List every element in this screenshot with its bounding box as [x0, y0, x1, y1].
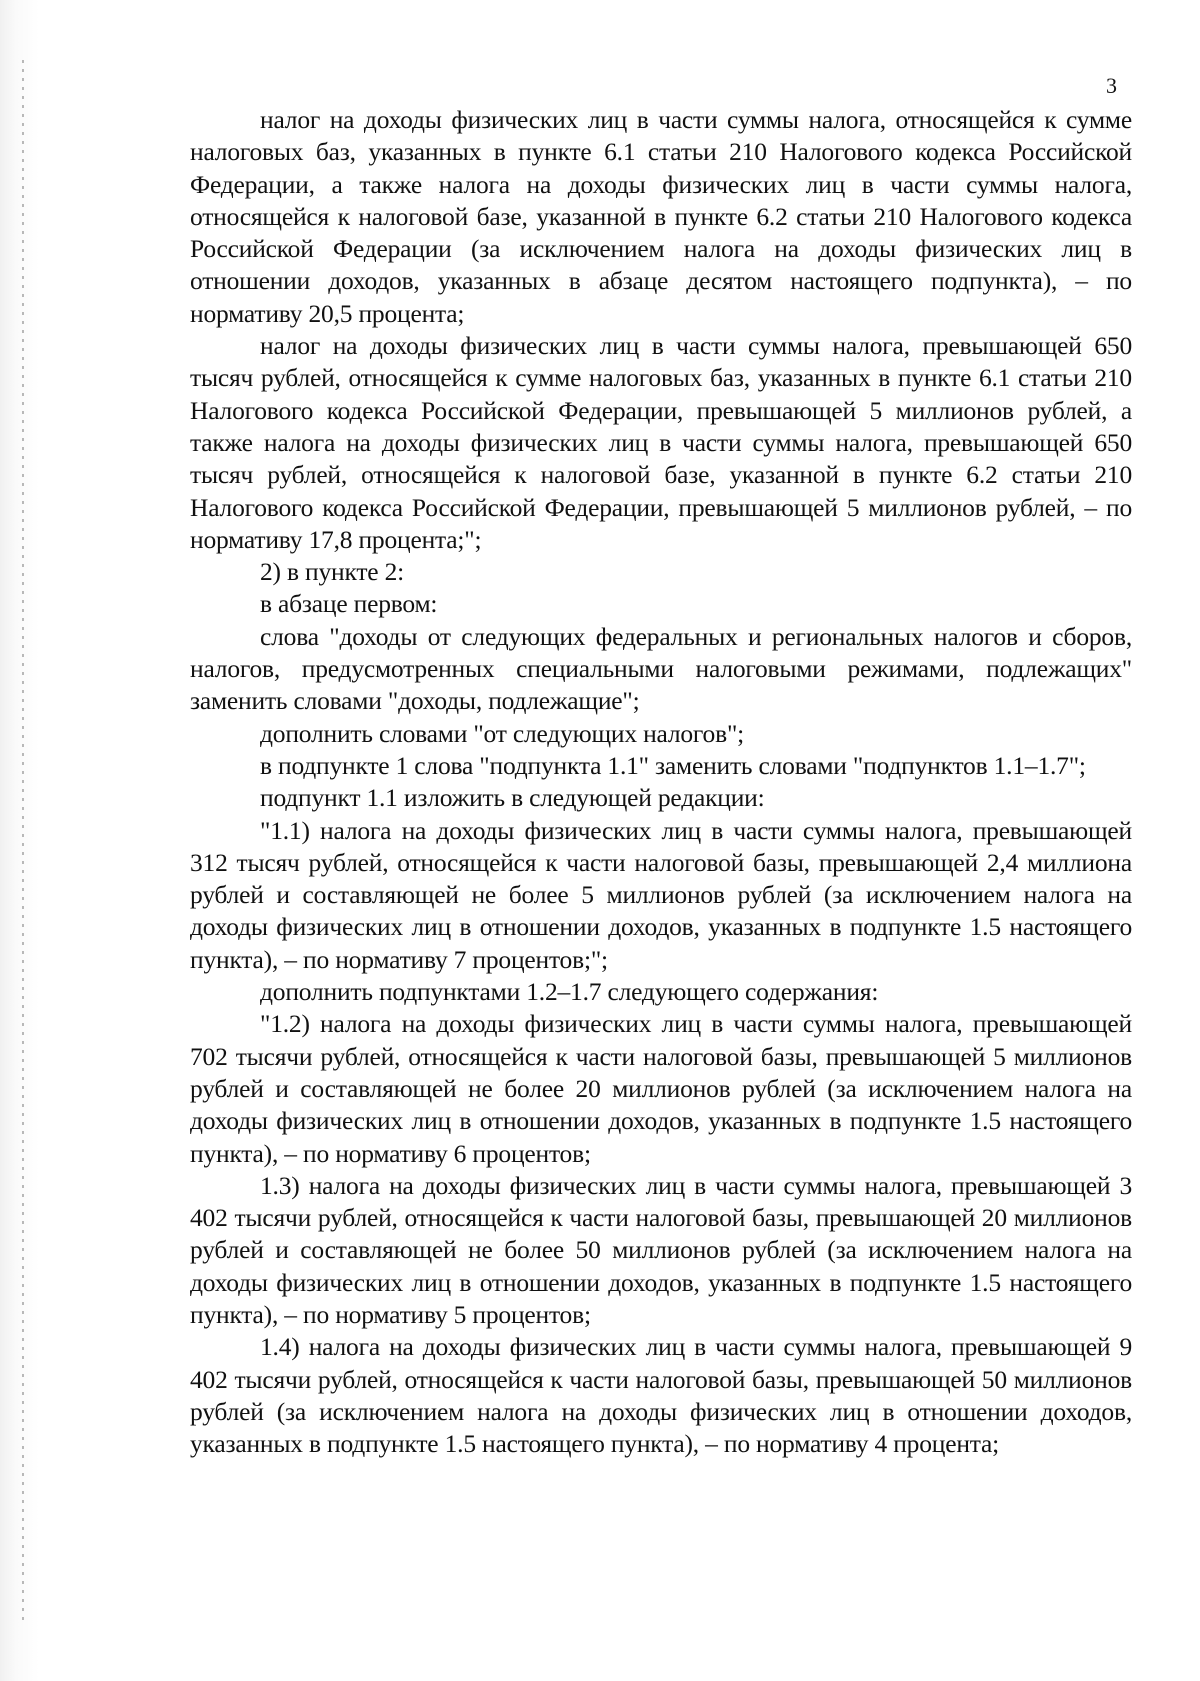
paragraph-subitem-1-3: 1.3) налога на доходы физических лиц в части суммы налога, превышающей 3 402 тысячи рублей, относящейся к части налоговой базы, превышающей 20 миллионов рублей и составляющей не более 50 миллионов рублей (за исключением налога на доходы физических лиц в отношении доходов, указанных в подпункте 1.5 настоящего пункта), – по нормативу 5 процентов;	[190, 1170, 1132, 1329]
paragraph-subitem-1-4: 1.4) налога на доходы физических лиц в части суммы налога, превышающей 9 402 тысячи рублей, относящейся к части налоговой базы, превышающей 50 миллионов рублей (за исключением налога на доходы физических лиц в отношении доходов, указанных в подпункте 1.5 настоящего пункта), – по нормативу 4 процента;	[190, 1332, 1132, 1459]
paragraph-add-subitems-intro: дополнить подпунктами 1.2–1.7 следующего содержания:	[260, 977, 879, 1007]
paragraph-add-words: дополнить словами "от следующих налогов";	[260, 718, 745, 748]
paragraph-ndfl-17-8: налог на доходы физических лиц в части суммы налога, превышающей 650 тысяч рублей, относящейся к сумме налоговых баз, указанных в пункте 6.1 статьи 210 Налогового кодекса Российской Федерации, превышающей 5 миллионов рублей, а также налога на доходы физических лиц в части суммы налога, превышающей 650 тысяч рублей, относящейся к налоговой базе, указанной в пункте 6.2 статьи 210 Налогового кодекса Российской Федерации, превышающей 5 миллионов рублей, – по нормативу 17,8 процента;";	[190, 331, 1132, 554]
paragraph-subitem-1-2: "1.2) налога на доходы физических лиц в части суммы налога, превышающей 702 тысячи рублей, относящейся к части налоговой базы, превышающей 5 миллионов рублей и составляющей не более 20 миллионов рублей (за исключением налога на доходы физических лиц в отношении доходов, указанных в подпункте 1.5 настоящего пункта), – по нормативу 6 процентов;	[190, 1009, 1132, 1168]
paragraph-ndfl-20-5: налог на доходы физических лиц в части суммы налога, относящейся к сумме налоговых баз, указанных в пункте 6.1 статьи 210 Налогового кодекса Российской Федерации, а также налога на доходы физических лиц в части суммы налога, относящейся к налоговой базе, указанной в пункте 6.2 статьи 210 Налогового кодекса Российской Федерации (за исключением налога на доходы физических лиц в отношении доходов, указанных в абзаце десятом настоящего подпункта), – по нормативу 20,5 процента;	[190, 105, 1132, 328]
paragraph-item-2: 2) в пункте 2:	[260, 557, 404, 587]
scan-edge-shadow	[0, 0, 40, 1681]
page-number: 3	[1106, 73, 1117, 98]
paragraph-subitem-1-1-intro: подпункт 1.1 изложить в следующей редакции:	[260, 783, 765, 813]
paragraph-subitem-1-words: в подпункте 1 слова "подпункта 1.1" заменить словами "подпунктов 1.1–1.7";	[260, 750, 1086, 780]
paragraph-subitem-1-1: "1.1) налога на доходы физических лиц в части суммы налога, превышающей 312 тысяч рублей, относящейся к части налоговой базы, превышающей 2,4 миллиона рублей и составляющей не более 5 миллионов рублей (за исключением налога на доходы физических лиц в отношении доходов, указанных в подпункте 1.5 настоящего пункта), – по нормативу 7 процентов;";	[190, 815, 1132, 974]
paragraph-words-replace: слова "доходы от следующих федеральных и региональных налогов и сборов, налогов, предусмотренных специальными налоговыми режимами, подлежащих" заменить словами "доходы, подлежащие";	[190, 621, 1132, 716]
paragraph-first-abzac: в абзаце первом:	[260, 589, 438, 619]
document-body	[190, 104, 1132, 1460]
